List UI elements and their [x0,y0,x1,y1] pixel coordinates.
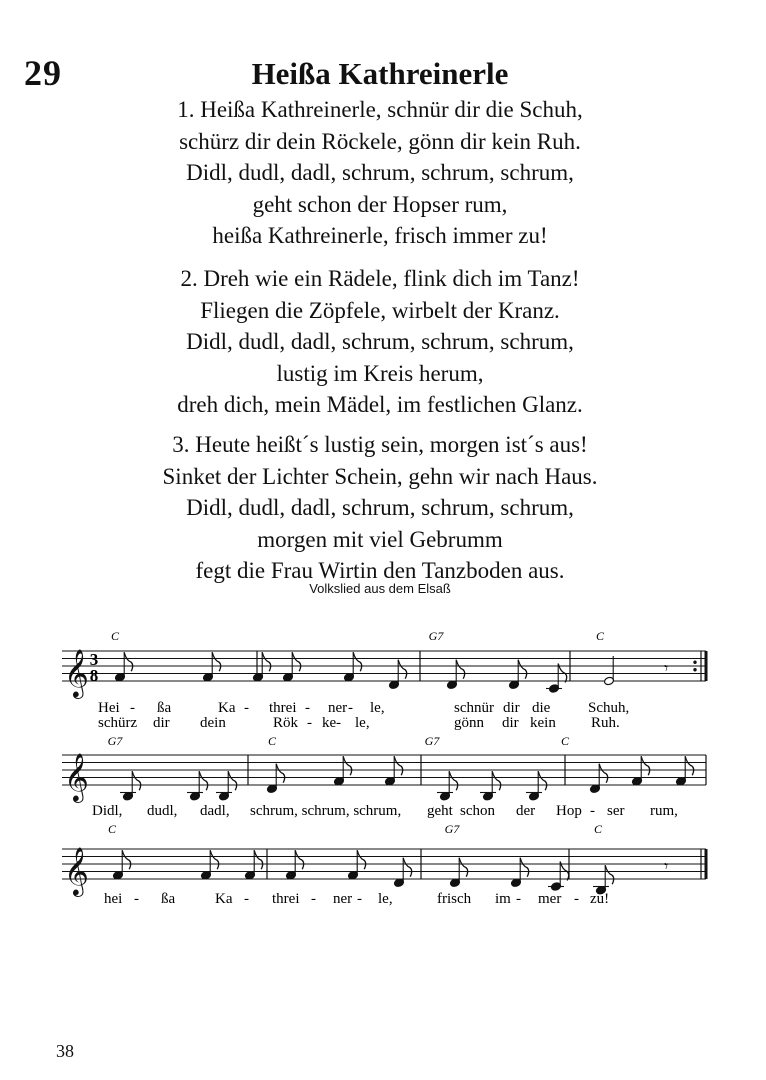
note-flag [518,660,527,679]
chord-symbol: G7 [444,822,460,836]
lyric-syllable: le, [370,700,385,716]
lyric-syllable: ßa [161,891,176,907]
verse-line: geht schon der Hopser rum, [252,191,508,217]
verse-line: 1. Heißa Kathreinerle, schnür dir die Schuh, [177,97,583,122]
lyric-syllable: - [244,891,249,907]
verse-line: dreh dich, mein Mädel, im festlichen Glanz. [177,392,583,417]
note [548,862,569,892]
lyric-syllable: Didl, [92,803,123,819]
lyric-syllable: die [532,700,551,716]
note-flag [520,858,529,877]
note [394,858,412,888]
note-flag [357,850,366,869]
note-flag [492,771,501,790]
music-system-1 [62,629,706,731]
note-flag [210,850,219,869]
repeat-dot [693,661,696,664]
note [216,771,237,801]
note [447,660,465,690]
note-flag [449,771,458,790]
time-signature-top: 3 [89,650,99,669]
lyric-syllable: - [305,700,310,716]
treble-clef: 𝄞 [64,755,89,801]
verse-line: heißa Kathreinerle, frisch immer zu! [212,223,548,248]
chord-symbol: C [595,629,605,643]
note [450,858,468,888]
note [113,850,131,880]
music-system-2 [62,734,706,819]
note-flag [228,771,237,790]
note [590,764,608,794]
lyric-syllable: Ruh. [591,715,620,731]
eighth-rest: 𝄾 [664,858,669,876]
lyric-syllable: gönn [454,715,484,731]
lyric-syllable: - [244,700,249,716]
note-flag [132,771,141,790]
verse-line: Fliegen die Zöpfele, wirbelt der Kranz. [200,297,560,323]
lyric-syllable: dudl, [147,803,178,819]
lyric-syllable: der [516,803,536,819]
chord-symbol: C [593,822,603,836]
note-flag [343,756,352,775]
lyric-syllable: Ka [218,700,236,716]
treble-clef: 𝄞 [64,849,89,895]
lyric-syllable: Schuh, [588,700,630,716]
lyric-syllable: ser [607,803,625,819]
lyric-syllable: dir [153,715,170,731]
chord-symbol: C [110,629,120,643]
chord-symbol: G7 [428,629,444,643]
note [283,652,301,682]
note [632,756,650,786]
note-flag [685,756,694,775]
lyric-syllable: schrum, schrum, schrum, [250,803,402,819]
lyric-syllable: le, [378,891,393,907]
lyric-syllable: im [495,891,511,907]
note [348,850,366,880]
lyric-syllable: - [130,700,135,716]
note-flag [641,756,650,775]
note [604,656,615,686]
note-flag [456,660,465,679]
lyric-syllable: geht [427,803,453,819]
note-flag [124,652,133,671]
note [203,652,221,682]
note [676,756,694,786]
lyric-syllable: threi [269,700,297,716]
note-flag [398,660,407,679]
lyric-syllable: - [311,891,316,907]
verse-line: Didl, dudl, dadl, schrum, schrum, schrum, [186,329,574,354]
lyric-syllable: rum, [650,803,678,819]
note [389,660,407,690]
note-flag [538,771,547,790]
lyric-syllable: threi [272,891,300,907]
note [437,771,458,801]
song-number: 29 [24,53,62,93]
verse-line: Didl, dudl, dadl, schrum, schrum, schrum, [186,160,574,185]
lyric-syllable: Ka [215,891,233,907]
repeat-dot [693,668,696,671]
lyric-syllable: Rök [273,715,299,731]
lyric-syllable: Hei [98,700,120,716]
lyric-syllable: dein [200,715,226,731]
lyric-syllable: - [357,891,362,907]
lyric-syllable: - [348,700,353,716]
note-flag [122,850,131,869]
verse-line: 3. Heute heißt´s lustig sein, morgen ist´s aus! [172,432,588,457]
note [120,771,141,801]
lyric-syllable: schnür [454,700,494,716]
note [115,652,133,682]
note-flag [199,771,208,790]
note-flag [353,652,362,671]
chord-symbol: G7 [424,734,440,748]
note [344,652,362,682]
note [245,850,263,880]
lyric-syllable: - [336,715,341,731]
note [286,850,304,880]
note-flag [459,858,468,877]
lyric-syllable: ner [328,700,348,716]
verse-line: Sinket der Lichter Schein, gehn wir nach Haus. [162,463,598,489]
note-flag [276,764,285,783]
verse-line: 2. Dreh wie ein Rädele, flink dich im Tanz! [180,266,580,291]
lyric-syllable: - [574,891,579,907]
music-system-3 [62,822,706,907]
song-title: Heißa Kathreinerle [251,56,509,91]
note [546,664,567,694]
note [267,764,285,794]
lyric-syllable: le, [355,715,370,731]
verse-line: fegt die Frau Wirtin den Tanzboden aus. [195,558,565,583]
note-flag [292,652,301,671]
note-flag [212,652,221,671]
lyric-syllable: zu! [590,891,610,907]
chord-symbol: C [560,734,570,748]
lyric-syllable: schon [460,803,495,819]
note-flag [403,858,412,877]
chord-symbol: C [107,822,117,836]
verse-line: lustig im Kreis herum, [276,360,484,386]
time-signature-bottom: 8 [89,666,99,685]
note-flag [254,850,263,869]
lyric-syllable: mer [538,891,562,907]
note-flag [394,756,403,775]
lyric-syllable: ßa [157,700,172,716]
note-flag [262,652,271,671]
lyric-syllable: frisch [437,891,472,907]
lyric-syllable: ke [322,715,337,731]
lyric-syllable: dir [503,700,520,716]
lyric-syllable: Hop [556,803,582,819]
song-source: Volkslied aus dem Elsaß [309,581,451,596]
note [334,756,352,786]
lyric-syllable: ner [333,891,353,907]
verse-line: schürz dir dein Röckele, gönn dir kein Ruh. [179,128,581,154]
treble-clef: 𝄞 [64,651,89,697]
lyric-syllable: - [590,803,595,819]
lyric-syllable: kein [530,715,556,731]
note [511,858,529,888]
note [526,771,547,801]
lyric-syllable: - [516,891,521,907]
lyric-syllable: dadl, [200,803,230,819]
lyric-syllable: - [134,891,139,907]
chord-symbol: G7 [107,734,123,748]
eighth-rest: 𝄾 [664,660,669,678]
lyric-syllable: schürz [98,715,138,731]
lyric-syllable: dir [502,715,519,731]
verse-line: morgen mit viel Gebrumm [257,526,503,552]
note [385,756,403,786]
note-flag [599,764,608,783]
note-flag [295,850,304,869]
lyric-syllable: - [307,715,312,731]
chord-symbol: C [267,734,277,748]
note-flag [605,865,614,884]
note [480,771,501,801]
note [187,771,208,801]
lyric-syllable: hei [104,891,123,907]
verse-line: Didl, dudl, dadl, schrum, schrum, schrum, [186,495,574,520]
page-number: 38 [56,1041,74,1061]
note [509,660,527,690]
note [253,652,271,682]
note [201,850,219,880]
